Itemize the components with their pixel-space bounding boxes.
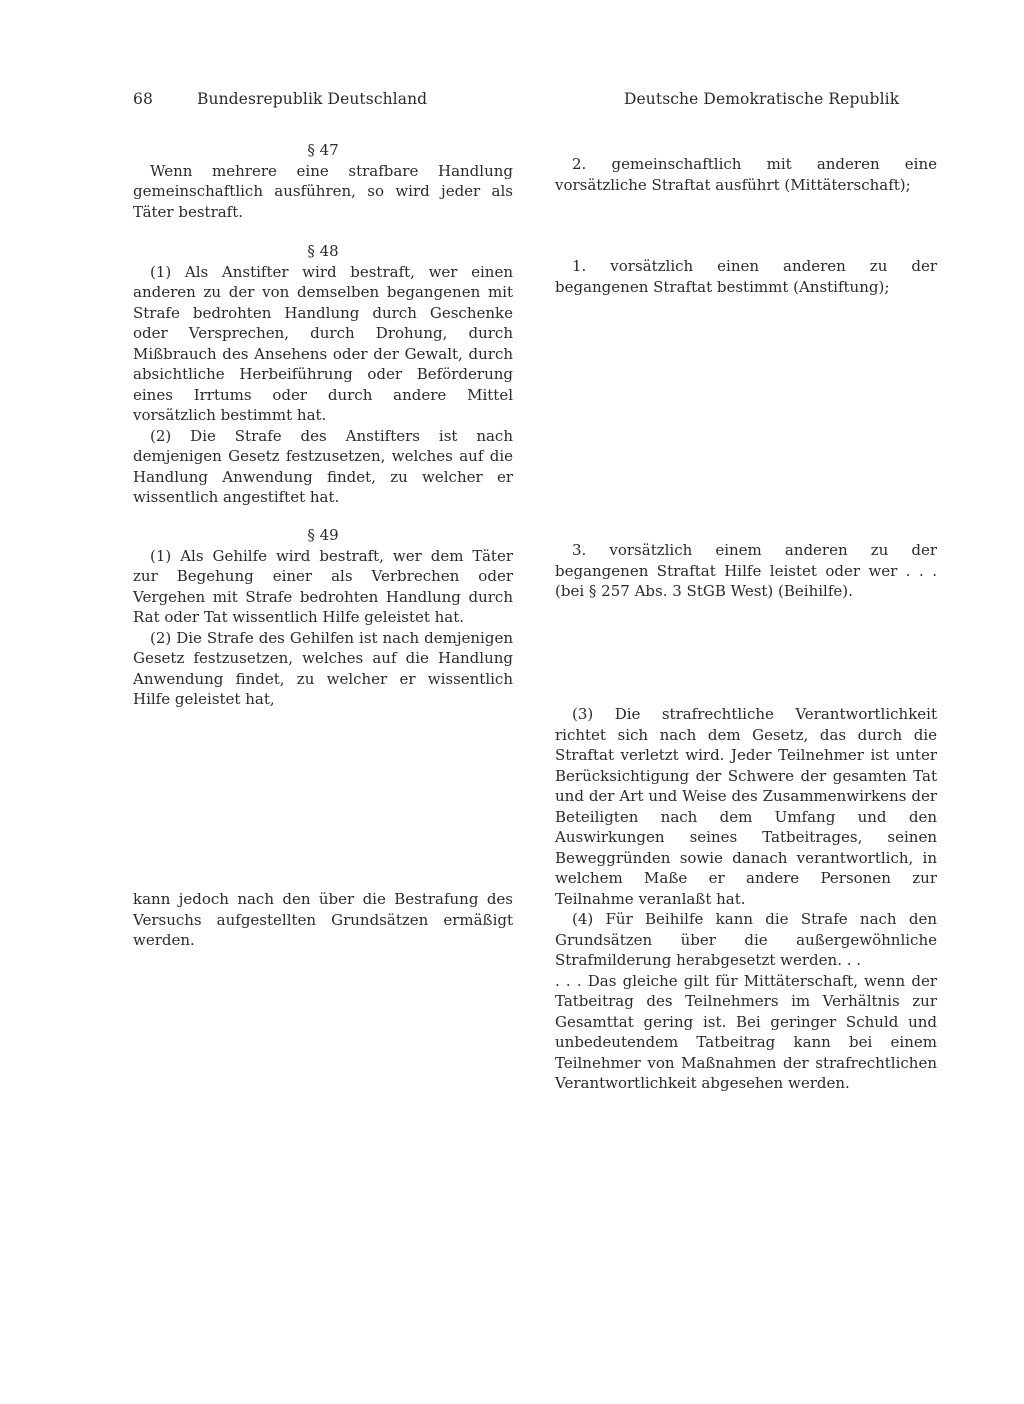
- right-item-2: 2. gemeinschaftlich mit anderen eine vorsätzliche Straftat ausführt (Mittäterschaft);: [555, 155, 937, 194]
- section-49: [133, 525, 513, 710]
- section-49-paragraph-3: kann jedoch nach den über die Bestrafung des Versuchs aufgestellten Grundsätzen ermäßigt werden.: [133, 890, 513, 949]
- page-number: 68: [133, 90, 153, 108]
- section-49-continuation: [133, 889, 513, 951]
- section-47-title: § 47: [307, 141, 339, 159]
- right-item-3: 3. vorsätzlich einem anderen zu der begangenen Straftat Hilfe leistet oder wer . . . (bei § 257 Abs. 3 StGB West) (Beihilfe).: [555, 541, 937, 600]
- section-49-paragraph-2: (2) Die Strafe des Gehilfen ist nach demjenigen Gesetz festzusetzen, welches auf die Handlung Anwendung findet, zu welcher er wissentlich Hilfe geleistet hat,: [133, 628, 513, 708]
- section-48-title: § 48: [307, 242, 339, 260]
- section-49-title: § 49: [307, 526, 339, 544]
- right-paragraphs: [555, 704, 937, 1094]
- right-item-3-block: [555, 540, 937, 602]
- section-47-text: Wenn mehrere eine strafbare Handlung gemeinschaftlich ausführen, so wird jeder als Täter bestraft.: [133, 161, 513, 221]
- section-49-paragraph-1: (1) Als Gehilfe wird bestraft, wer dem Täter zur Begehung einer als Verbrechen oder Vergehen mit Strafe bedrohten Handlung durch Rat oder Tat wissentlich Hilfe geleistet hat.: [133, 546, 513, 626]
- right-item-1-block: [555, 256, 937, 297]
- right-paragraph-3: (3) Die strafrechtliche Verantwortlichkeit richtet sich nach dem Gesetz, das durch die Straftat verletzt wird. Jeder Teilnehmer ist unter Berücksichtigung der Schwere der gesamten Tat und der Art und Weise des Zusammenwirkens der Beteiligten nach dem Umfang und den Auswirkungen seines Tatbeitrages, seinen Beweggründen sowie danach verantwortlich, in welchem Maße er andere Personen zur Teilnahme veranlaßt hat.: [555, 705, 937, 908]
- section-48: [133, 241, 513, 508]
- right-paragraph-5: . . . Das gleiche gilt für Mittäterschaft, wenn der Tatbeitrag des Teilnehmers im Verhältnis zur Gesamttat gering ist. Bei geringer Schuld und unbedeutendem Tatbeitrag kann bei einem Teilnehmer von Maßnahmen der strafrechtlichen Verantwortlichkeit abgesehen werden.: [555, 971, 937, 1092]
- section-48-paragraph-2: (2) Die Strafe des Anstifters ist nach demjenigen Gesetz festzusetzen, welches auf die Handlung Anwendung findet, zu welcher er wissentlich angestiftet hat.: [133, 426, 513, 506]
- left-column-title: Bundesrepublik Deutschland: [197, 90, 428, 108]
- section-47: [133, 140, 513, 222]
- right-column-title: Deutsche Demokratische Republik: [624, 90, 900, 108]
- right-paragraph-4: (4) Für Beihilfe kann die Strafe nach den Grundsätzen über die außergewöhnliche Strafmilderung herabgesetzt werden. . .: [555, 910, 937, 969]
- right-item-2-block: [555, 154, 937, 195]
- right-item-1: 1. vorsätzlich einen anderen zu der begangenen Straftat bestimmt (Anstiftung);: [555, 257, 937, 296]
- section-48-paragraph-1: (1) Als Anstifter wird bestraft, wer einen anderen zu der von demselben begangenen mit Strafe bedrohten Handlung durch Geschenke oder Versprechen, durch Drohung, durch Mißbrauch des Ansehens oder der Gewalt, durch absichtliche Herbeiführung oder Beförderung eines Irrtums oder durch andere Mittel vorsätzlich bestimmt hat.: [133, 262, 513, 424]
